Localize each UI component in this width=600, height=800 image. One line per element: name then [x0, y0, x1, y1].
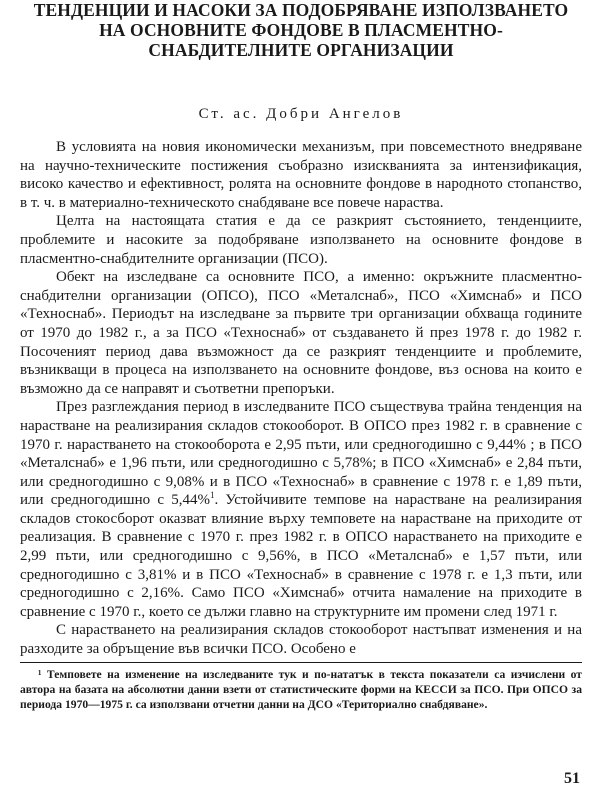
paragraph-goal: Целта на настоящата статия е да се разкрият състоянието, тенденциите, проблемите и насоките за подобряване използването на основните фондове в пласментно-снабдителните организации (ПСО). [20, 213, 582, 267]
footnote: ¹ Темповете на изменение на изследваните тук и по-нататък в текста показатели са изчислени от автора на базата на абсолютни данни взети от статистическите форми на КЕССИ за ПСО. При ОПСО за периода 1970—1975 г. са използвани отчетни данни на ДСО «Териториално снабдяване». [20, 667, 582, 711]
paragraph-turnover-text: През разглеждания период в изследваните ПСО съществува трайна тенденция на нарастване на реализирания складов стокооборот. В ОПСО през 1982 г. в сравнение с 1970 г. нарастването на стокооборота е 2,95 пъти, или средногодишно с 9,44% ; в ПСО «Металснаб» е 1,96 пъти, или средногодишно с 5,78%; в ПСО «Химснаб» е 2,84 пъти, или средногодишно с 9,08% и в ПСО «Техноснаб» в сравнение с 1978 г. е 1,89 пъти, или средногодишно с 5,44% [20, 399, 582, 509]
footnote-reference[interactable]: 1 [209, 490, 215, 501]
paragraph-intro: В условията на новия икономически механизъм, при повсеместното внедряване на научно-техническите постижения съобразно изискванията за интензификация, високо качество и ефективност, ролята на основните фондове в народното стопанство, в т. ч. в материално-техническото снабдяване все повече нараства. [20, 139, 582, 211]
paragraph-turnover: През разглеждания период в изследваните ПСО съществува трайна тенденция на нарастване на реализирания складов стокооборот. В ОПСО през 1982 г. в сравнение с 1970 г. нарастването на стокооборота е 2,95 пъти, или средногодишно с 9,44% ; в ПСО «Металснаб» е 1,96 пъти, или средногодишно с 5,78%; в ПСО «Химснаб» е 2,84 пъти, или средногодишно с 9,08% и в ПСО «Техноснаб» в сравнение с 1978 г. е 1,89 пъти, или средногодишно с 5,44%$^1$. Устойчивите темпове на нарастване на реализирания складов стокосборот оказват влияние върху темповете на нарастване на приходите от реализация. В сравнение с 1970 г. през 1982 г. в ОПСО нарастването на приходите е 2,99 пъти, или средногодишно с 9,56%, в ПСО «Металснаб» е 1,57 пъти, или средногодишно с 3,81% и в ПСО «Техноснаб» в сравнение с 1978 г. е 1,3 пъти, или средногодишно с 2,16%. Само ПСО «Химснаб» отчита намаление на приходите в сравнение с 1970 г., което се дължи главно на структурните им промени след 1971 г. [20, 399, 582, 620]
paragraph-object: Обект на изследване са основните ПСО, а именно: окръжните пласментно-снабдителни организации (ОПСО), ПСО «Металснаб», ПСО «Химснаб» и ПСО «Техноснаб». Периодът на изследване за първите три организации обхваща годините от 1970 до 1982 г., а за ПСО «Техноснаб» от създаването й през 1978 г. до 1982 г. Посоченият период дава възможност да се разкрият тенденциите и проблемите, възникващи в процеса на използването на основните фондове, въз основа на които е възможно да се направят и съответни препоръки. [20, 269, 582, 397]
footnote-divider [20, 662, 582, 663]
article-author: Ст. ас. Добри Ангелов [198, 106, 404, 122]
page-number: 51 [564, 770, 580, 787]
article-body [20, 138, 582, 659]
article-title: ТЕНДЕНЦИИ И НАСОКИ ЗА ПОДОБРЯВАНЕ ИЗПОЛЗВАНЕТО НА ОСНОВНИТЕ ФОНДОВЕ В ПЛАСМЕНТНО-СНАБДИТЕЛНИТЕ ОРГАНИЗАЦИИ [33, 0, 569, 60]
paragraph-expenses: С нарастването на реализирания складов стокооборот настъпват изменения и на разходите за обръщение във всички ПСО. Особено е [20, 622, 582, 658]
paragraph-turnover-continued: Устойчивите темпове на нарастване на реализирания складов стокосборот оказват влияние върху темповете на нарастване на приходите от реализация. В сравнение с 1970 г. през 1982 г. в ОПСО нарастването на приходите е 2,99 пъти, или средногодишно с 9,56%, в ПСО «Металснаб» е 1,57 пъти, или средногодишно с 3,81% и в ПСО «Техноснаб» в сравнение с 1978 г. е 1,3 пъти, или средногодишно с 2,16%. Само ПСО «Химснаб» отчита намаление на приходите в сравнение с 1970 г., което се дължи главно на структурните им промени след 1971 г. [20, 492, 582, 620]
